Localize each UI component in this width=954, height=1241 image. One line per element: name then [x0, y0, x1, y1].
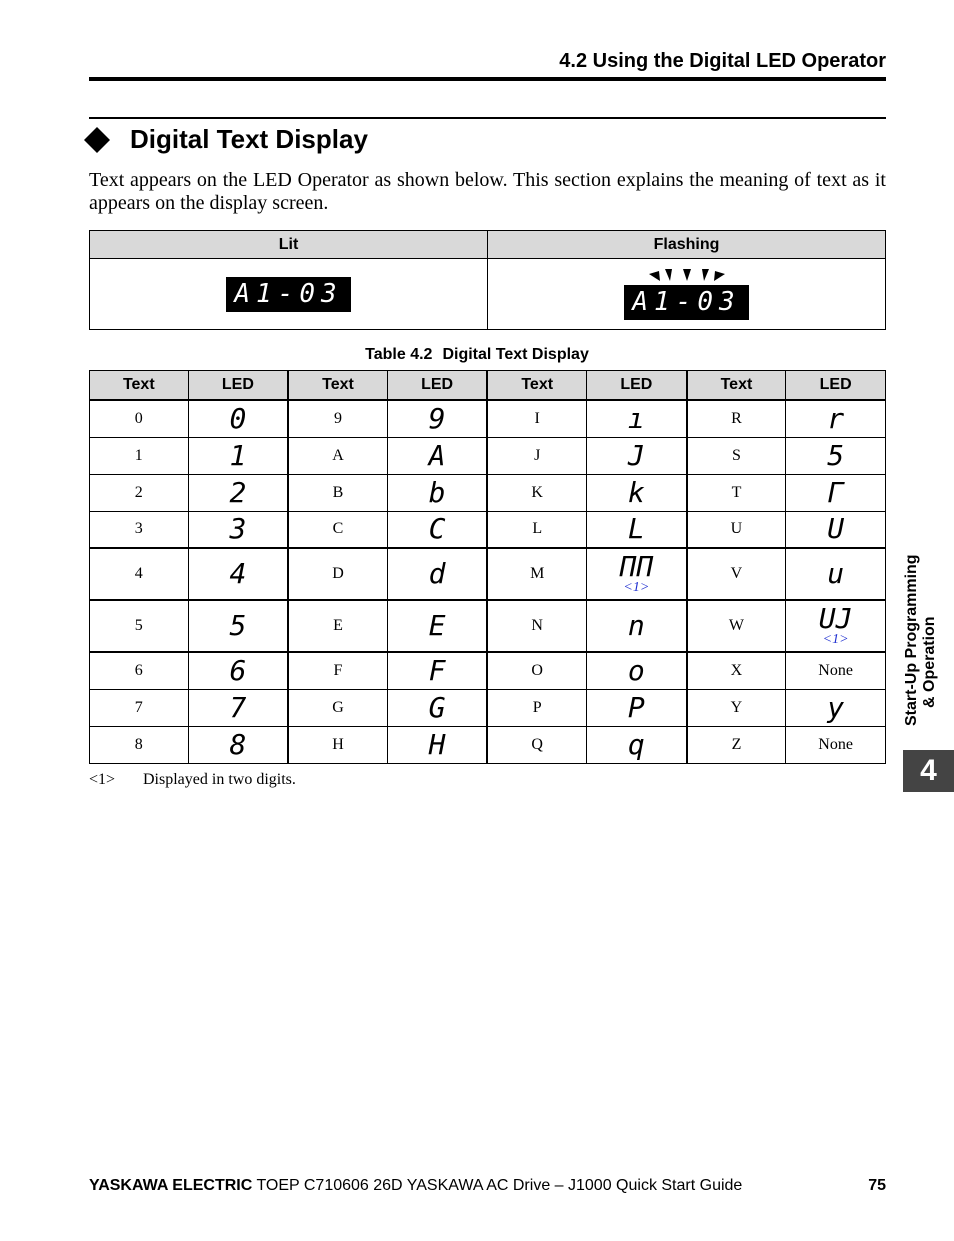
lit-led-display: A1-03 — [226, 277, 350, 312]
led-glyph: n — [627, 609, 645, 642]
led-cell — [387, 548, 487, 600]
column-header-led: LED — [587, 371, 687, 401]
footnote-ref[interactable]: <1> — [822, 632, 849, 647]
led-glyph: q — [627, 727, 645, 761]
text-cell: X — [687, 652, 786, 689]
led-cell — [786, 437, 886, 474]
text-cell: 8 — [90, 726, 189, 763]
led-cell — [786, 400, 886, 437]
table-row — [90, 689, 886, 726]
led-cell — [786, 600, 886, 652]
led-glyph: u — [827, 557, 845, 590]
text-cell: Q — [487, 726, 586, 763]
text-cell: L — [487, 511, 586, 548]
text-cell: B — [288, 474, 387, 511]
table-row — [90, 652, 886, 689]
text-cell: N — [487, 600, 586, 652]
section-heading — [84, 124, 368, 155]
led-cell — [188, 400, 288, 437]
text-cell: A — [288, 437, 387, 474]
running-header: 4.2 Using the Digital LED Operator — [559, 50, 886, 72]
text-cell: J — [487, 437, 586, 474]
column-header-text: Text — [487, 371, 586, 401]
led-cell — [587, 726, 687, 763]
led-glyph: 2 — [229, 475, 247, 509]
led-glyph: ΠΠ — [619, 550, 654, 583]
led-cell — [786, 548, 886, 600]
text-cell: K — [487, 474, 586, 511]
text-cell: F — [288, 652, 387, 689]
footer-doc-title: TOEP C710606 26D YASKAWA AC Drive – J1000 Quick Start Guide — [256, 1177, 743, 1194]
led-glyph: G — [428, 690, 446, 724]
led-glyph: r — [827, 401, 845, 435]
led-glyph: P — [627, 690, 645, 724]
led-glyph: k — [627, 475, 645, 509]
column-header-text: Text — [90, 371, 189, 401]
led-cell — [387, 511, 487, 548]
led-glyph: Γ — [827, 475, 845, 509]
footnote-text: Displayed in two digits. — [143, 771, 296, 788]
led-glyph: d — [428, 557, 446, 590]
footnote — [89, 771, 296, 789]
led-cell — [188, 652, 288, 689]
text-cell: 1 — [90, 437, 189, 474]
led-glyph: b — [428, 475, 446, 509]
digital-text-table — [89, 370, 886, 764]
led-cell — [387, 600, 487, 652]
text-cell: P — [487, 689, 586, 726]
diamond-bullet-icon — [84, 127, 110, 153]
led-cell — [786, 689, 886, 726]
led-glyph: 7 — [229, 690, 247, 724]
table-row — [90, 400, 886, 437]
flashing-led-display: A1-03 — [624, 285, 748, 320]
led-glyph: 0 — [229, 401, 247, 435]
led-glyph: 5 — [229, 609, 247, 642]
led-glyph: 3 — [229, 512, 247, 546]
led-glyph: E — [428, 609, 446, 642]
led-glyph: C — [428, 512, 446, 546]
led-cell — [188, 548, 288, 600]
flashing-led-group — [624, 269, 748, 320]
led-cell — [786, 726, 886, 763]
led-cell — [387, 400, 487, 437]
led-cell — [587, 652, 687, 689]
footnote-ref[interactable]: <1> — [623, 580, 650, 595]
led-cell — [587, 689, 687, 726]
footer-brand: YASKAWA ELECTRIC — [89, 1177, 253, 1194]
led-cell — [587, 511, 687, 548]
header-flashing: Flashing — [488, 231, 886, 259]
column-header-text: Text — [687, 371, 786, 401]
text-cell: E — [288, 600, 387, 652]
led-glyph: L — [627, 512, 645, 546]
led-glyph: J — [627, 438, 645, 472]
led-glyph: 6 — [229, 653, 247, 687]
flash-rays-icon — [647, 269, 727, 285]
text-cell: 2 — [90, 474, 189, 511]
led-glyph: y — [827, 690, 845, 724]
led-glyph: o — [627, 653, 645, 687]
led-cell — [387, 652, 487, 689]
header-lit: Lit — [90, 231, 488, 259]
section-rule — [89, 117, 886, 119]
led-none-label: None — [818, 661, 853, 679]
text-cell: 4 — [90, 548, 189, 600]
side-tab-line2: & Operation — [921, 616, 938, 708]
led-cell — [188, 474, 288, 511]
led-glyph: H — [428, 727, 446, 761]
led-glyph: 8 — [229, 727, 247, 761]
led-glyph: UJ — [818, 602, 853, 635]
text-cell: Z — [687, 726, 786, 763]
led-cell — [188, 689, 288, 726]
column-header-led: LED — [188, 371, 288, 401]
text-cell: R — [687, 400, 786, 437]
side-tab-line1: Start-Up Programming — [903, 554, 920, 726]
led-cell — [387, 726, 487, 763]
side-tab-text — [903, 526, 939, 726]
text-cell: W — [687, 600, 786, 652]
text-cell: D — [288, 548, 387, 600]
led-cell — [587, 548, 687, 600]
text-cell: 3 — [90, 511, 189, 548]
text-cell: H — [288, 726, 387, 763]
table-row — [90, 726, 886, 763]
led-glyph: A — [428, 438, 446, 472]
led-cell — [387, 437, 487, 474]
led-cell — [188, 600, 288, 652]
table-row — [90, 474, 886, 511]
header-rule — [89, 77, 886, 81]
table-row — [90, 548, 886, 600]
led-glyph: F — [428, 653, 446, 687]
led-cell — [188, 726, 288, 763]
led-cell — [587, 437, 687, 474]
text-cell: 9 — [288, 400, 387, 437]
text-cell: G — [288, 689, 387, 726]
led-glyph: 1 — [229, 438, 247, 472]
page-footer — [89, 1177, 886, 1195]
text-cell: C — [288, 511, 387, 548]
footnote-mark: <1> — [89, 771, 116, 788]
led-cell — [587, 600, 687, 652]
text-cell: O — [487, 652, 586, 689]
text-cell: 0 — [90, 400, 189, 437]
led-cell — [387, 689, 487, 726]
led-glyph: ı — [627, 401, 645, 435]
text-cell: Y — [687, 689, 786, 726]
column-header-led: LED — [786, 371, 886, 401]
display-modes-table — [89, 230, 886, 330]
section-title: Digital Text Display — [130, 124, 368, 154]
text-cell: T — [687, 474, 786, 511]
text-cell: U — [687, 511, 786, 548]
table-row — [90, 600, 886, 652]
led-cell — [188, 437, 288, 474]
side-tab-label — [900, 530, 950, 730]
lit-cell — [90, 259, 488, 330]
chapter-tab: 4 — [903, 750, 954, 792]
page-number: 75 — [868, 1177, 886, 1194]
led-glyph: 5 — [827, 438, 845, 472]
text-cell: M — [487, 548, 586, 600]
led-glyph: U — [827, 512, 845, 546]
led-cell — [786, 474, 886, 511]
text-cell: V — [687, 548, 786, 600]
table-row — [90, 437, 886, 474]
caption-number: Table 4.2 — [365, 346, 433, 363]
led-cell — [786, 652, 886, 689]
text-cell: I — [487, 400, 586, 437]
text-cell: S — [687, 437, 786, 474]
led-cell — [188, 511, 288, 548]
flashing-cell — [488, 259, 886, 330]
column-header-text: Text — [288, 371, 387, 401]
table-caption — [0, 346, 954, 364]
led-cell — [587, 400, 687, 437]
text-cell: 6 — [90, 652, 189, 689]
led-glyph: 4 — [229, 557, 247, 590]
led-glyph: 9 — [428, 401, 446, 435]
text-cell: 7 — [90, 689, 189, 726]
table-row — [90, 511, 886, 548]
intro-paragraph: Text appears on the LED Operator as shown below. This section explains the meaning of text as it appears on the display screen. — [89, 169, 886, 214]
led-cell — [387, 474, 487, 511]
text-cell: 5 — [90, 600, 189, 652]
led-cell — [587, 474, 687, 511]
led-none-label: None — [818, 735, 853, 753]
footer-doc — [89, 1177, 742, 1195]
led-cell — [786, 511, 886, 548]
column-header-led: LED — [387, 371, 487, 401]
caption-title: Digital Text Display — [442, 346, 589, 363]
